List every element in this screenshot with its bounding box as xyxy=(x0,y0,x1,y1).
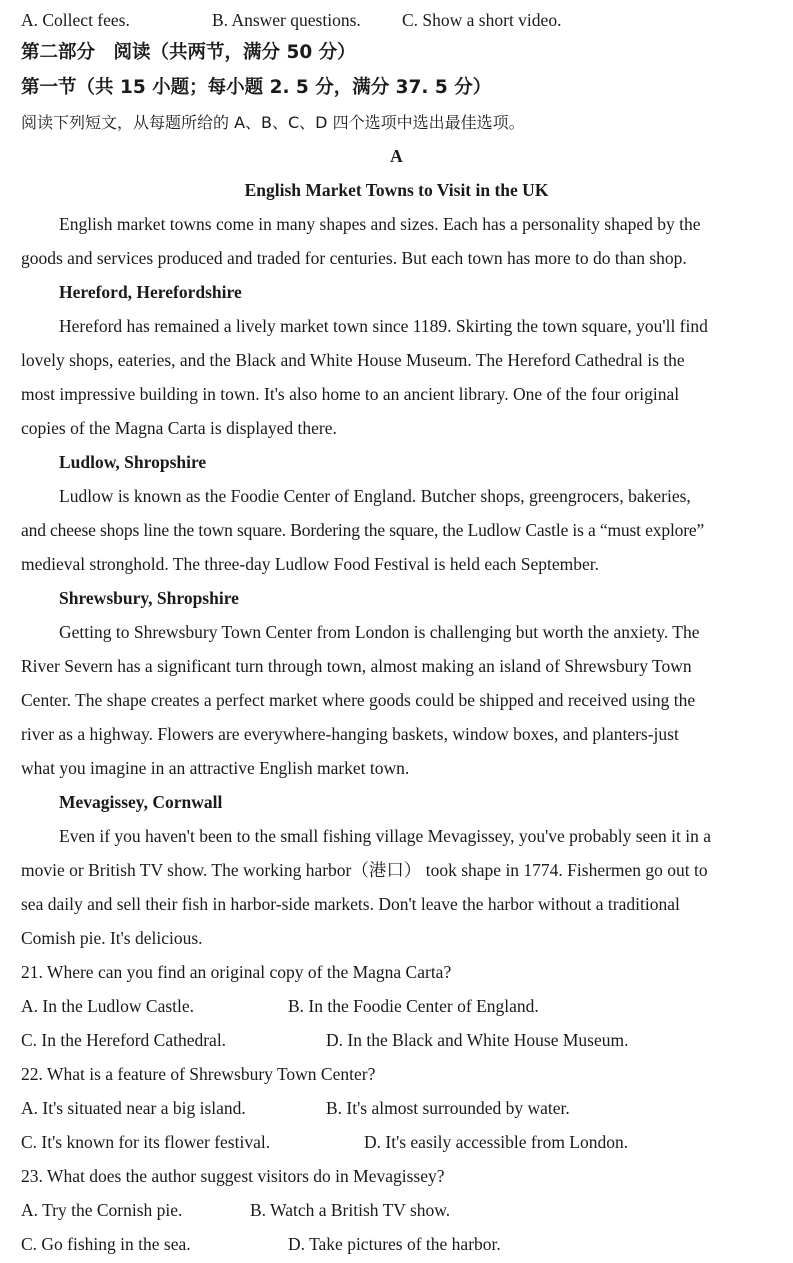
instruction: 阅读下列短文，从每题所给的 A、B、C、D 四个选项中选出最佳选项。 xyxy=(21,113,525,132)
question-22-option-c: C. It's known for its flower festival. xyxy=(21,1132,271,1152)
question-21-option-c: C. In the Hereford Cathedral. xyxy=(21,1030,227,1050)
hereford-line: copies of the Magna Carta is displayed there. xyxy=(21,418,337,438)
subsection-title: 第一节（共 15 小题；每小题 2. 5 分，满分 37. 5 分） xyxy=(21,77,492,98)
intro-line: English market towns come in many shapes and sizes. Each has a personality shaped by the xyxy=(59,214,701,234)
question-22-option-b: B. It's almost surrounded by water. xyxy=(326,1098,570,1118)
intro-line: goods and services produced and traded for centuries. But each town has more to do than shop. xyxy=(21,248,687,268)
hereford-heading: Hereford, Herefordshire xyxy=(59,282,242,302)
mevagissey-line: Even if you haven't been to the small fishing village Mevagissey, you've probably seen it in a xyxy=(59,826,712,846)
shrewsbury-line: river as a highway. Flowers are everywhere-hanging baskets, window boxes, and planters-just xyxy=(21,724,679,744)
option-c-show-video: C. Show a short video. xyxy=(402,10,562,30)
question-23-option-d: D. Take pictures of the harbor. xyxy=(288,1234,501,1254)
part-title: 第二部分 阅读（共两节，满分 50 分） xyxy=(21,42,356,63)
ludlow-line: Ludlow is known as the Foodie Center of England. Butcher shops, greengrocers, bakeries, xyxy=(59,486,691,506)
question-21-option-a: A. In the Ludlow Castle. xyxy=(21,996,195,1016)
mevagissey-line: sea daily and sell their fish in harbor-side markets. Don't leave the harbor without a traditional xyxy=(21,894,680,914)
shrewsbury-line: Center. The shape creates a perfect market where goods could be shipped and received using the xyxy=(21,690,696,710)
ludlow-heading: Ludlow, Shropshire xyxy=(59,452,207,472)
passage-title: English Market Towns to Visit in the UK xyxy=(244,180,549,200)
ludlow-line: and cheese shops line the town square. Bordering the square, the Ludlow Castle is a “must explore” xyxy=(21,520,705,540)
shrewsbury-heading: Shrewsbury, Shropshire xyxy=(59,588,239,608)
question-21-stem: 21. Where can you find an original copy of the Magna Carta? xyxy=(21,962,452,982)
hereford-line: Hereford has remained a lively market town since 1189. Skirting the town square, you'll find xyxy=(59,316,708,336)
shrewsbury-line: Getting to Shrewsbury Town Center from London is challenging but worth the anxiety. The xyxy=(59,622,700,642)
hereford-line: most impressive building in town. It's also home to an ancient library. One of the four original xyxy=(21,384,680,404)
hereford-line: lovely shops, eateries, and the Black and White House Museum. The Hereford Cathedral is the xyxy=(21,350,685,370)
question-22-option-d: D. It's easily accessible from London. xyxy=(364,1132,629,1152)
question-23-option-b: B. Watch a British TV show. xyxy=(250,1200,451,1220)
shrewsbury-line: River Severn has a significant turn through town, almost making an island of Shrewsbury Town xyxy=(21,656,692,676)
mevagissey-line: movie or British TV show. The working harbor（港口） took shape in 1774. Fishermen go out to xyxy=(21,860,708,880)
question-23-stem: 23. What does the author suggest visitors do in Mevagissey? xyxy=(21,1166,445,1186)
option-a-collect-fees: A. Collect fees. xyxy=(21,10,130,30)
mevagissey-heading: Mevagissey, Cornwall xyxy=(59,792,223,812)
question-21-option-d: D. In the Black and White House Museum. xyxy=(326,1030,629,1050)
option-b-answer-questions: B. Answer questions. xyxy=(212,10,361,30)
mevagissey-line: Comish pie. It's delicious. xyxy=(21,928,203,948)
shrewsbury-line: what you imagine in an attractive English market town. xyxy=(21,758,410,778)
question-21-option-b: B. In the Foodie Center of England. xyxy=(288,996,539,1016)
question-22-stem: 22. What is a feature of Shrewsbury Town Center? xyxy=(21,1064,376,1084)
ludlow-line: medieval stronghold. The three-day Ludlow Food Festival is held each September. xyxy=(21,554,600,574)
question-23-option-c: C. Go fishing in the sea. xyxy=(21,1234,191,1254)
question-23-option-a: A. Try the Cornish pie. xyxy=(21,1200,183,1220)
question-22-option-a: A. It's situated near a big island. xyxy=(21,1098,246,1118)
passage-letter: A xyxy=(390,146,403,166)
